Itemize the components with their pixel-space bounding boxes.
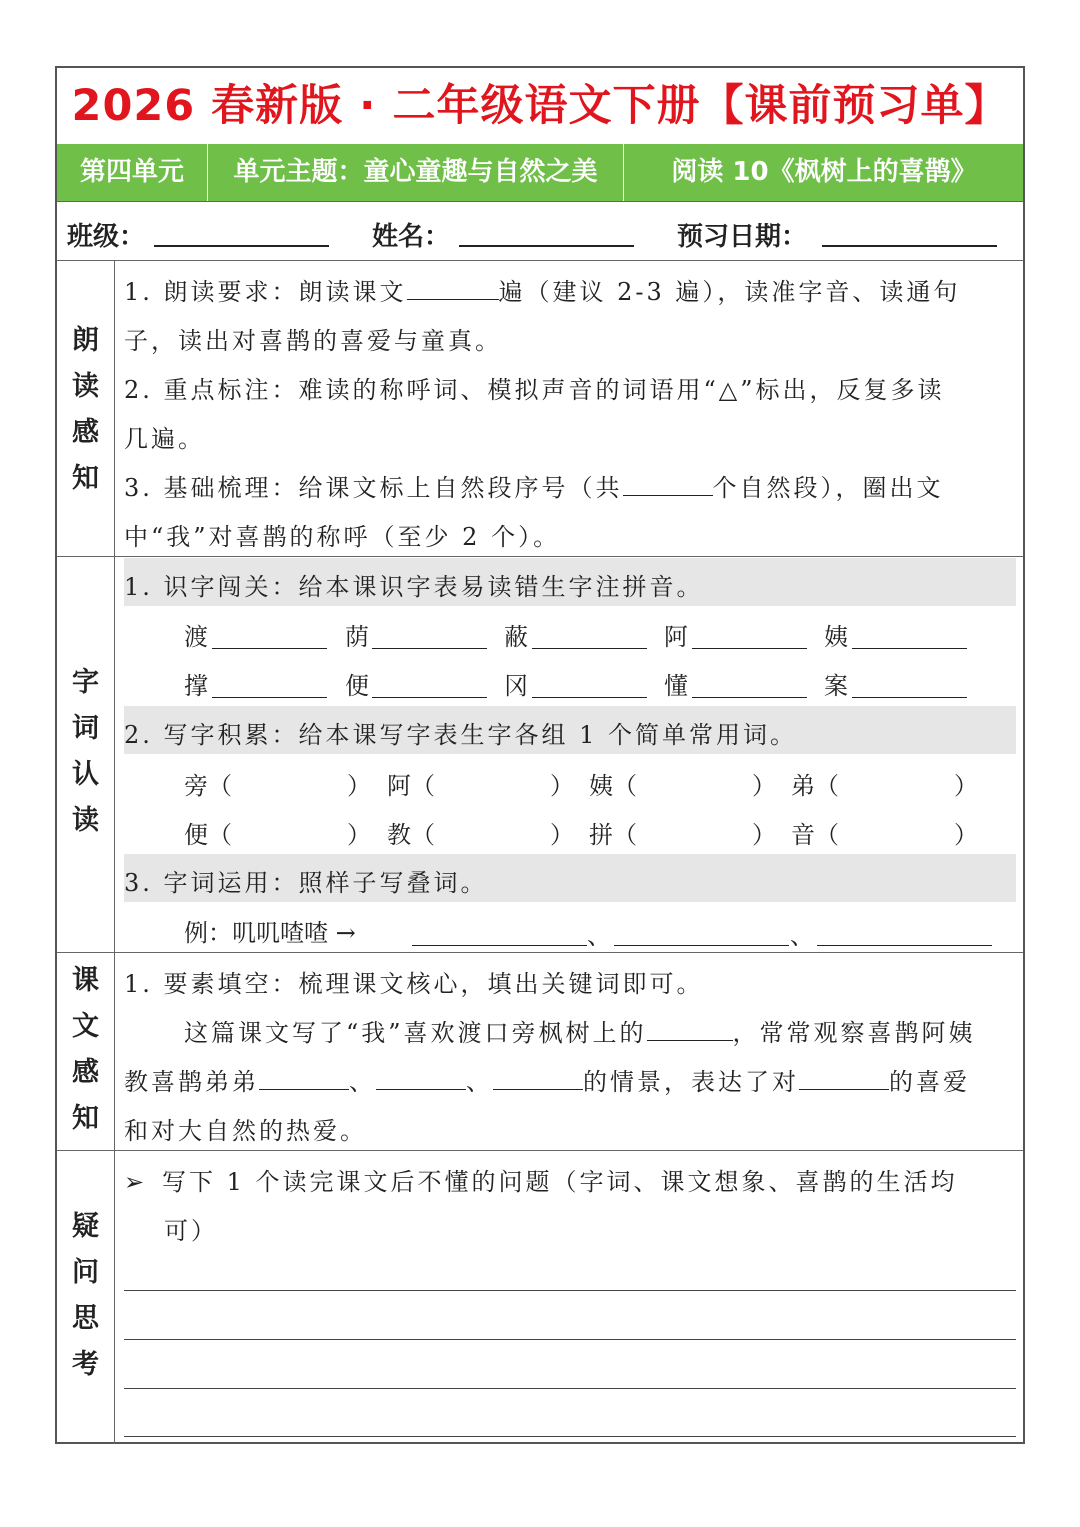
unit-header-bar [57, 144, 1023, 201]
pinyin-char: 案 [824, 672, 848, 700]
pinyin-answer-line[interactable] [692, 648, 807, 649]
separator: 、 [587, 922, 611, 950]
fill-blank[interactable] [376, 1065, 466, 1090]
pinyin-answer-line[interactable] [212, 648, 327, 649]
text-line-1: 这篇课文写了“我”喜欢渡口旁枫树上的 ，常常观察喜鹊阿姨 [184, 1013, 976, 1048]
date-field[interactable] [822, 245, 997, 247]
unit-theme: 单元主题：童心童趣与自然之美 [233, 157, 598, 187]
reading-item-1-cont: 子，读出对喜鹊的喜爱与童真。 [124, 327, 502, 355]
arrow-bullet-icon: ➢ [124, 1168, 145, 1196]
questions-prompt: ➢ 写下 1 个读完课文后不懂的问题（字词、课文想象、喜鹊的生活均 [124, 1168, 958, 1196]
section-label-words: 字 词 认 读 [72, 667, 99, 836]
words-item-1: 1. 识字闯关：给本课识字表易读错生字注拼音。 [124, 573, 704, 601]
paren-close: ） [954, 772, 978, 800]
reading-item-1: 1. 朗读要求：朗读课文 遍（建议 2-3 遍），读准字音、读通句 [124, 272, 960, 307]
pinyin-char: 荫 [345, 623, 369, 651]
words-item-2: 2. 写字积累：给本课写字表生字各组 1 个简单常用词。 [124, 721, 798, 749]
divider [57, 201, 1023, 202]
pinyin-answer-line[interactable] [372, 697, 487, 698]
class-label: 班级： [67, 222, 146, 252]
paren-close: ） [752, 821, 776, 849]
writing-line[interactable] [124, 1290, 1016, 1291]
paren-close: ） [347, 772, 371, 800]
example-text: 例：叽叽喳喳 → [184, 919, 356, 947]
word-char: 旁（ [184, 772, 232, 800]
fill-blank[interactable] [259, 1065, 349, 1090]
paren-close: ） [347, 821, 371, 849]
separator: 、 [790, 922, 814, 950]
words-item-3: 3. 字词运用：照样子写叠词。 [124, 869, 488, 897]
paren-close: ） [954, 821, 978, 849]
reading-item-2-cont: 几遍。 [124, 425, 205, 453]
divider [57, 952, 1023, 953]
pinyin-answer-line[interactable] [532, 697, 647, 698]
pinyin-answer-line[interactable] [212, 697, 327, 698]
section-label-questions: 疑 问 思 考 [72, 1211, 99, 1380]
pinyin-char: 渡 [184, 623, 208, 651]
pinyin-char: 懂 [664, 672, 688, 700]
fill-blank[interactable] [493, 1065, 583, 1090]
reduplication-answer-line[interactable] [412, 945, 587, 946]
pinyin-answer-line[interactable] [692, 697, 807, 698]
lesson-title: 阅读 10《枫树上的喜鹊》 [671, 157, 977, 187]
fill-blank[interactable] [407, 275, 499, 300]
writing-line[interactable] [124, 1339, 1016, 1340]
text-item-1: 1. 要素填空：梳理课文核心，填出关键词即可。 [124, 970, 704, 998]
word-char: 弟（ [791, 772, 839, 800]
pinyin-char: 冈 [504, 672, 528, 700]
fill-blank[interactable] [623, 471, 713, 496]
name-label: 姓名： [372, 222, 451, 252]
word-char: 阿（ [387, 772, 435, 800]
section-label-reading: 朗 读 感 知 [72, 325, 99, 494]
label-column-divider [114, 260, 115, 1444]
word-char: 拼（ [589, 821, 637, 849]
paren-close: ） [550, 772, 574, 800]
pinyin-char: 蔽 [504, 623, 528, 651]
pinyin-char: 便 [345, 672, 369, 700]
date-label: 预习日期： [677, 222, 808, 252]
pinyin-char: 姨 [824, 623, 848, 651]
page-title: 2026 春新版 · 二年级语文下册【课前预习单】 [71, 81, 1009, 131]
fill-blank[interactable] [647, 1016, 733, 1041]
section-label-text: 课 文 感 知 [72, 965, 99, 1134]
pinyin-answer-line[interactable] [372, 648, 487, 649]
worksheet [55, 66, 1025, 1444]
reduplication-answer-line[interactable] [817, 945, 992, 946]
questions-prompt-cont: 可） [164, 1217, 218, 1245]
name-field[interactable] [459, 245, 634, 247]
text-line-2: 教喜鹊弟弟 、 、 的情景，表达了对 的喜爱 [124, 1062, 970, 1097]
paren-close: ） [550, 821, 574, 849]
writing-line[interactable] [124, 1388, 1016, 1389]
word-char: 便（ [184, 821, 232, 849]
unit-label: 第四单元 [79, 157, 184, 187]
word-char: 姨（ [589, 772, 637, 800]
word-char: 教（ [387, 821, 435, 849]
reading-item-3: 3. 基础梳理：给课文标上自然段序号（共 个自然段），圈出文 [124, 468, 944, 503]
pinyin-answer-line[interactable] [852, 697, 967, 698]
pinyin-answer-line[interactable] [532, 648, 647, 649]
reading-item-3-cont: 中“我”对喜鹊的称呼（至少 2 个）。 [124, 523, 561, 551]
text-line-3: 和对大自然的热爱。 [124, 1117, 367, 1145]
reduplication-answer-line[interactable] [614, 945, 789, 946]
pinyin-char: 阿 [664, 623, 688, 651]
divider [57, 260, 1023, 261]
divider [57, 556, 1023, 557]
writing-line[interactable] [124, 1436, 1016, 1437]
class-field[interactable] [154, 245, 329, 247]
divider [57, 1150, 1023, 1151]
word-char: 音（ [791, 821, 839, 849]
paren-close: ） [752, 772, 776, 800]
fill-blank[interactable] [799, 1065, 889, 1090]
pinyin-char: 撑 [184, 672, 208, 700]
pinyin-answer-line[interactable] [852, 648, 967, 649]
reading-item-2: 2. 重点标注：难读的称呼词、模拟声音的词语用“△”标出，反复多读 [124, 376, 945, 404]
